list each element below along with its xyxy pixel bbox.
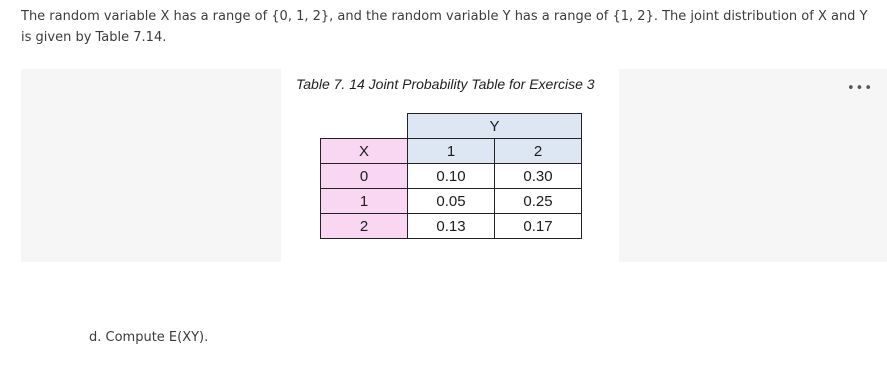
probability-cell: 0.10 (408, 164, 495, 189)
probability-cell: 0.17 (495, 214, 582, 239)
x-value-cell: 1 (321, 189, 408, 214)
x-value-cell: 2 (321, 214, 408, 239)
y-value-cell: 2 (495, 139, 582, 164)
table-corner-cell (321, 114, 408, 139)
table-caption: Table 7. 14 Joint Probability Table for Exercise 3 (296, 76, 595, 92)
image-side-panel-right (619, 69, 887, 262)
y-header-cell: Y (408, 114, 582, 139)
question-part-d: d. Compute E(XY). (89, 330, 209, 345)
table-row (321, 114, 582, 139)
probability-cell: 0.13 (408, 214, 495, 239)
probability-cell: 0.30 (495, 164, 582, 189)
more-horizontal-icon[interactable]: ••• (847, 81, 874, 96)
probability-cell: 0.25 (495, 189, 582, 214)
table-row (321, 164, 582, 189)
problem-statement: The random variable X has a range of {0, 1, 2}, and the random variable Y has a range of {1, 2}. The joint distribution of X and Y is given by Table 7.14. (21, 9, 868, 45)
x-value-cell: 0 (321, 164, 408, 189)
table-row (321, 139, 582, 164)
image-side-panel-left (21, 69, 281, 262)
x-header-cell: X (321, 139, 408, 164)
probability-cell: 0.05 (408, 189, 495, 214)
table-row (321, 189, 582, 214)
table-row (321, 214, 582, 239)
joint-probability-table (320, 113, 582, 239)
y-value-cell: 1 (408, 139, 495, 164)
